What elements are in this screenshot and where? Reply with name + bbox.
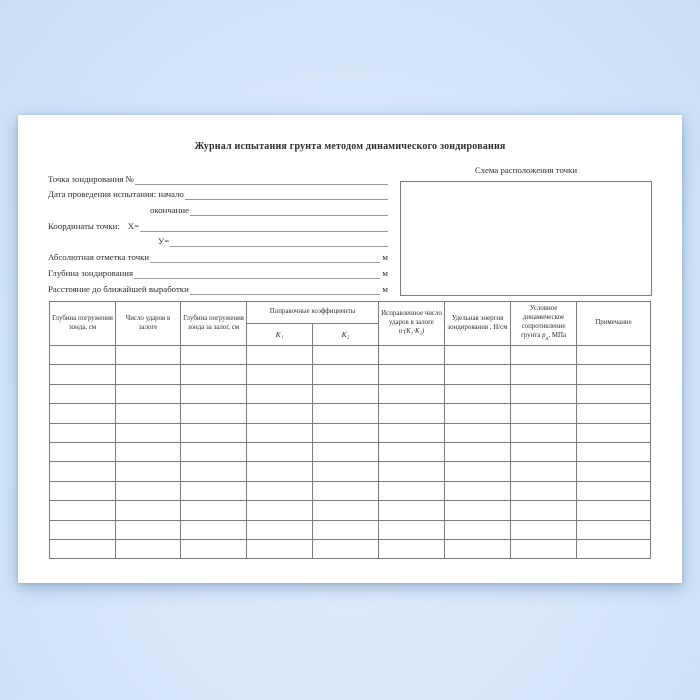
table-cell [445, 384, 511, 403]
table-cell [50, 520, 116, 539]
table-cell [445, 365, 511, 384]
field-absolute-mark [48, 247, 388, 263]
table-cell [313, 539, 379, 558]
field-date-start [48, 185, 388, 201]
table-cell [445, 442, 511, 461]
field-sounding-depth [48, 263, 388, 279]
table-cell [379, 501, 445, 520]
col-header-correction-coefficients: Поправочные коэффициенты [247, 302, 379, 324]
table-row [50, 501, 651, 520]
table-cell [577, 520, 651, 539]
table-cell [445, 404, 511, 423]
table-cell [116, 462, 181, 481]
table-cell [313, 384, 379, 403]
table-cell [181, 365, 247, 384]
col-header-probe-depth: Глубина погружения зонда, см [50, 302, 116, 346]
table-cell [577, 481, 651, 500]
sounding-journal-table [49, 301, 651, 559]
table-cell [379, 384, 445, 403]
field-distance-working [48, 279, 388, 295]
field-coords-label: Координаты точки: [48, 220, 120, 231]
table-cell [116, 365, 181, 384]
table-cell [511, 501, 577, 520]
table-cell [181, 346, 247, 365]
table-cell [181, 442, 247, 461]
table-cell [181, 481, 247, 500]
table-row [50, 462, 651, 481]
field-distance-working-unit: м [382, 283, 388, 294]
field-sounding-depth-unit: м [382, 267, 388, 278]
table-cell [445, 423, 511, 442]
table-cell [379, 520, 445, 539]
journal-form-sheet [18, 115, 682, 583]
col-header-depth-per-set: Глубина погружения зонда за залог, см [181, 302, 247, 346]
table-cell [116, 442, 181, 461]
table-cell [50, 462, 116, 481]
table-cell [247, 539, 313, 558]
table-cell [313, 442, 379, 461]
col-header-note: Примечание [577, 302, 651, 346]
table-cell [116, 501, 181, 520]
table-row [50, 442, 651, 461]
table-row [50, 539, 651, 558]
table-cell [511, 539, 577, 558]
table-cell [445, 539, 511, 558]
field-sounding-depth-label: Глубина зондирования [48, 267, 134, 278]
table-cell [50, 539, 116, 558]
form-fields-block [48, 169, 388, 295]
table-row [50, 423, 651, 442]
table-cell [247, 442, 313, 461]
table-row [50, 365, 651, 384]
table-cell [511, 520, 577, 539]
table-cell [247, 462, 313, 481]
table-cell [313, 346, 379, 365]
field-absolute-mark-blank-line [150, 252, 380, 263]
table-cell [511, 481, 577, 500]
table-cell [247, 481, 313, 500]
table-cell [379, 462, 445, 481]
table-cell [50, 423, 116, 442]
table-cell [50, 501, 116, 520]
field-sounding-depth-blank-line [134, 268, 380, 279]
col-header-k2: К₂ [313, 324, 379, 346]
table-cell [181, 501, 247, 520]
table-cell [379, 423, 445, 442]
table-cell [247, 365, 313, 384]
resistance-text: Условное динамическое сопротивление грунта [520, 304, 566, 339]
table-row [50, 346, 651, 365]
table-cell [313, 423, 379, 442]
table-cell [50, 404, 116, 423]
field-date-end-blank-line [190, 205, 388, 216]
table-cell [50, 384, 116, 403]
table-cell [116, 481, 181, 500]
table-cell [313, 520, 379, 539]
field-point-number-blank-line [135, 174, 388, 185]
table-row [50, 404, 651, 423]
field-coord-x-blank-line [140, 221, 388, 232]
field-date-end-label: окончание [150, 205, 189, 216]
field-distance-working-label: Расстояние до ближайшей выработки [48, 283, 189, 294]
col-header-k1: К₁ [247, 324, 313, 346]
field-coord-x [48, 216, 388, 232]
table-cell [511, 365, 577, 384]
table-cell [313, 404, 379, 423]
table-cell [181, 404, 247, 423]
table-cell [313, 481, 379, 500]
table-cell [577, 346, 651, 365]
table-cell [116, 384, 181, 403]
field-date-end [48, 200, 388, 216]
table-cell [445, 346, 511, 365]
table-cell [511, 384, 577, 403]
table-cell [116, 539, 181, 558]
field-point-number [48, 169, 388, 185]
table-cell [577, 539, 651, 558]
field-absolute-mark-label: Абсолютная отметка точки [48, 252, 150, 263]
field-coord-y-label: У= [158, 236, 170, 247]
table-cell [511, 442, 577, 461]
table-cell [247, 520, 313, 539]
field-date-start-blank-line [185, 189, 388, 200]
resistance-subscript: д [545, 335, 549, 342]
table-cell [577, 442, 651, 461]
table-row [50, 520, 651, 539]
resistance-variable: p [542, 331, 546, 339]
table-cell [379, 442, 445, 461]
table-cell [116, 404, 181, 423]
table-cell [313, 501, 379, 520]
schema-title: Схема расположения точки [474, 165, 578, 175]
table-cell [577, 384, 651, 403]
col-header-dynamic-resistance [511, 302, 577, 346]
col-header-corrected-blows [379, 302, 445, 346]
field-absolute-mark-unit: м [382, 252, 388, 263]
corrected-blows-formula: n·(К₁·К₂) [398, 327, 425, 335]
table-row [50, 481, 651, 500]
table-cell [247, 423, 313, 442]
table-cell [577, 365, 651, 384]
field-point-number-label: Точка зондирования № [48, 173, 135, 184]
table-cell [379, 404, 445, 423]
table-cell [50, 481, 116, 500]
col-header-blows-per-set: Число ударов в залоге [116, 302, 181, 346]
table-cell [181, 539, 247, 558]
table-cell [181, 462, 247, 481]
schema-location-box [400, 181, 652, 296]
table-cell [313, 462, 379, 481]
table-cell [247, 346, 313, 365]
journal-table-body [50, 346, 651, 559]
table-cell [379, 481, 445, 500]
table-cell [181, 520, 247, 539]
table-cell [511, 462, 577, 481]
table-cell [445, 481, 511, 500]
resistance-unit: , МПа [548, 331, 567, 339]
table-cell [511, 423, 577, 442]
table-cell [577, 501, 651, 520]
table-cell [445, 501, 511, 520]
table-cell [247, 501, 313, 520]
table-cell [379, 346, 445, 365]
table-cell [247, 384, 313, 403]
table-cell [445, 462, 511, 481]
field-coord-y [48, 232, 388, 248]
page-title: Журнал испытания грунта методом динамического зондирования [194, 141, 506, 152]
table-cell [247, 404, 313, 423]
table-cell [181, 384, 247, 403]
field-coord-y-blank-line [170, 236, 388, 247]
table-cell [116, 520, 181, 539]
table-cell [577, 404, 651, 423]
table-cell [511, 404, 577, 423]
table-cell [313, 365, 379, 384]
table-cell [577, 462, 651, 481]
table-cell [577, 423, 651, 442]
field-date-start-label: Дата проведения испытания: начало [48, 189, 184, 200]
table-row [50, 384, 651, 403]
table-cell [116, 346, 181, 365]
table-cell [50, 442, 116, 461]
table-cell [379, 539, 445, 558]
field-coord-x-label: Х= [127, 220, 140, 231]
table-cell [50, 346, 116, 365]
field-distance-working-blank-line [190, 284, 381, 295]
table-cell [511, 346, 577, 365]
table-cell [181, 423, 247, 442]
table-cell [50, 365, 116, 384]
table-cell [116, 423, 181, 442]
col-header-specific-energy: Удельная энергия зондирования , Н/см [445, 302, 511, 346]
corrected-blows-text: Исправленное число ударов в залоге [381, 310, 442, 327]
table-cell [379, 365, 445, 384]
table-cell [445, 520, 511, 539]
